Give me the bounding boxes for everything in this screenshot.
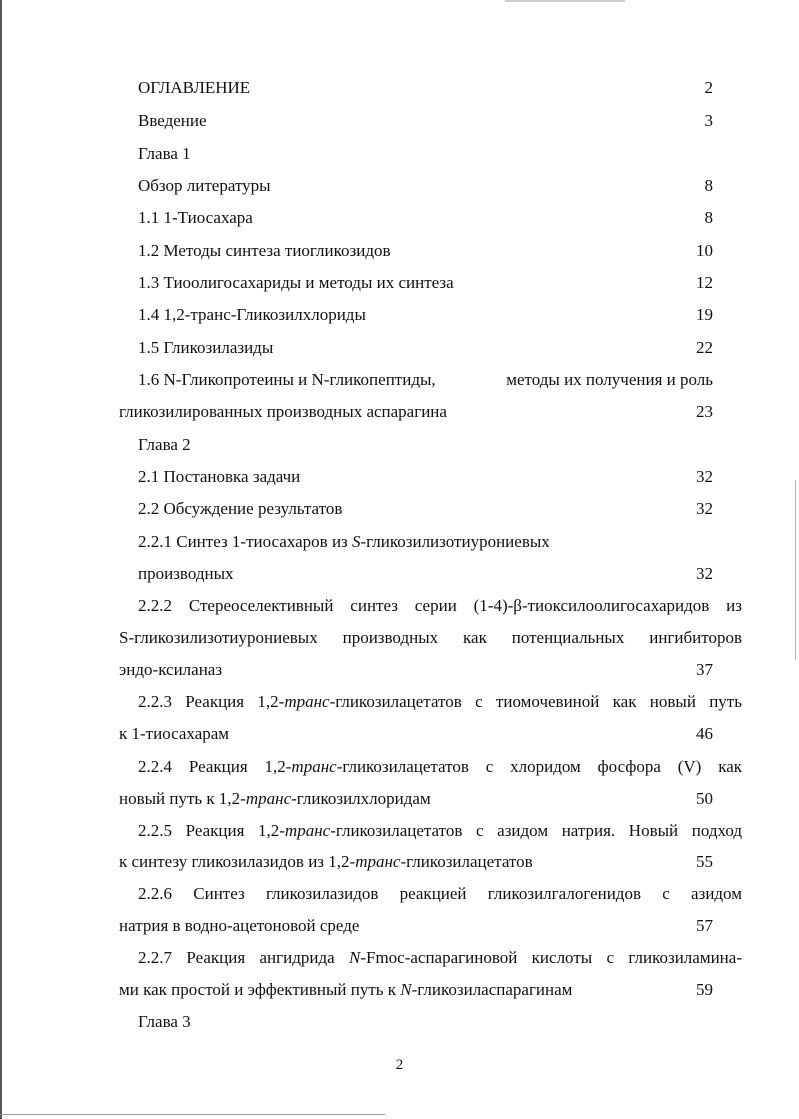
toc-entry-1-6-line2 bbox=[0, 396, 799, 428]
toc-entry-2-2-4: 2.2.4 Реакция 1,2-транс-гликозилацетатов с хлоридом фосфора (V) как bbox=[138, 757, 742, 776]
toc-entry-label: производных bbox=[138, 564, 234, 583]
toc-entry-1-5 bbox=[0, 332, 799, 364]
toc-entry-label: натрия в водно-ацетоновой среде bbox=[119, 916, 360, 935]
toc-page-number: 2 bbox=[704, 78, 713, 97]
toc-chapter-3 bbox=[0, 1006, 799, 1038]
toc-entry-label: эндо-ксиланаз bbox=[119, 660, 223, 679]
toc-entry-label: ми как простой и эффективный путь к N-гликозиласпарагинам bbox=[119, 980, 573, 999]
toc-entry-label: Глава 2 bbox=[138, 435, 191, 454]
toc-entry-1-2 bbox=[0, 235, 799, 267]
toc-entry-label: 2.2.1 Синтез 1-тиосахаров из S-гликозилизотиурониевых bbox=[138, 532, 550, 551]
toc-page-number: 32 bbox=[696, 467, 713, 486]
toc-page-number: 55 bbox=[696, 852, 713, 871]
toc-page-number: 50 bbox=[696, 789, 713, 808]
toc-entry-label: Глава 3 bbox=[138, 1012, 191, 1031]
toc-entry-2-2-6-line2 bbox=[0, 910, 799, 942]
toc-chapter-1 bbox=[0, 138, 799, 170]
toc-entry-review bbox=[0, 170, 799, 202]
toc-entry-label: Обзор литературы bbox=[138, 176, 271, 195]
toc-page-number: 59 bbox=[696, 980, 713, 999]
toc-entry-label: 1.2 Методы синтеза тиогликозидов bbox=[138, 241, 391, 260]
toc-entry-1-3 bbox=[0, 267, 799, 299]
toc-title: ОГЛАВЛЕНИЕ bbox=[138, 78, 251, 97]
toc-page-number: 57 bbox=[696, 916, 713, 935]
toc-entry-2-2-4-line2 bbox=[0, 783, 799, 815]
toc-entry-label: Введение bbox=[138, 111, 207, 130]
toc-entry-label: 1.6 N-Гликопротеины и N-гликопептиды, bbox=[138, 370, 436, 389]
toc-entry-2-1 bbox=[0, 461, 799, 493]
toc-page-number: 10 bbox=[696, 241, 713, 260]
toc-page-number: 3 bbox=[704, 111, 713, 130]
toc-entry-2-2-2-line2: S-гликозилизотиурониевых производных как потенциальных ингибиторов bbox=[119, 628, 742, 647]
toc-entry-2-2-2-line3 bbox=[0, 654, 799, 686]
toc-entry-2-2-1 bbox=[0, 526, 799, 558]
page-number: 2 bbox=[395, 1057, 404, 1073]
toc-page-number: 32 bbox=[696, 564, 713, 583]
toc-entry-2-2-7-line2 bbox=[0, 974, 799, 1006]
toc-entry-1-6 bbox=[0, 364, 799, 396]
toc-page-number: 23 bbox=[696, 402, 713, 421]
toc-page-number: 19 bbox=[696, 305, 713, 324]
toc-page-number: 37 bbox=[696, 660, 713, 679]
toc-entry-2-2-3: 2.2.3 Реакция 1,2-транс-гликозилацетатов с тиомочевиной как новый путь bbox=[138, 692, 742, 711]
toc-page-number: 46 bbox=[696, 724, 713, 743]
toc-entry-label: новый путь к 1,2-транс-гликозилхлоридам bbox=[119, 789, 431, 808]
toc-page-number: 22 bbox=[696, 338, 713, 357]
toc-entry-label: к 1-тиосахарам bbox=[119, 724, 230, 743]
toc-entry-label: 1.1 1-Тиосахара bbox=[138, 208, 253, 227]
toc-entry-2-2-6: 2.2.6 Синтез гликозилазидов реакцией гликозилгалогенидов с азидом bbox=[138, 884, 742, 903]
toc-entry-label: 1.4 1,2-транс-Гликозилхлориды bbox=[138, 305, 366, 324]
toc-entry-label: 2.2 Обсуждение результатов bbox=[138, 499, 343, 518]
toc-entry-label: гликозилированных производных аспарагина bbox=[119, 402, 447, 421]
toc-entry-intro bbox=[0, 105, 799, 137]
toc-page-number: 8 bbox=[704, 176, 713, 195]
toc-entry-label: Глава 1 bbox=[138, 144, 191, 163]
toc-entry-2-2 bbox=[0, 493, 799, 525]
toc-entry-2-2-7: 2.2.7 Реакция ангидрида N-Fmoc-аспарагиновой кислоты с гликозиламина- bbox=[138, 948, 742, 967]
toc-page-number: 12 bbox=[696, 273, 713, 292]
toc-entry-1-1 bbox=[0, 202, 799, 234]
toc-page-number: 8 bbox=[704, 208, 713, 227]
toc-entry-label: к синтезу гликозилазидов из 1,2-транс-гликозилацетатов bbox=[119, 852, 533, 871]
toc-entry-label: 1.5 Гликозилазиды bbox=[138, 338, 274, 357]
toc-page-number: 32 bbox=[696, 499, 713, 518]
toc-entry-2-2-2: 2.2.2 Стереоселективный синтез серии (1-4)-β-тиоксилоолигосахаридов из bbox=[138, 596, 742, 615]
toc-entry-2-2-5-line2 bbox=[0, 846, 799, 878]
scan-artifact bbox=[505, 0, 625, 2]
toc-entry-1-4 bbox=[0, 299, 799, 331]
scan-artifact bbox=[0, 1114, 385, 1115]
toc-heading bbox=[0, 72, 799, 104]
toc-entry-2-2-1-line2 bbox=[0, 558, 799, 590]
toc-entry-label: 2.1 Постановка задачи bbox=[138, 467, 301, 486]
toc-chapter-2 bbox=[0, 429, 799, 461]
toc-entry-label: 1.3 Тиоолигосахариды и методы их синтеза bbox=[138, 273, 454, 292]
toc-entry-label-continued: методы их получения и роль bbox=[506, 370, 713, 389]
toc-entry-2-2-3-line2 bbox=[0, 718, 799, 750]
toc-entry-2-2-5: 2.2.5 Реакция 1,2-транс-гликозилацетатов с азидом натрия. Новый подход bbox=[138, 821, 742, 840]
